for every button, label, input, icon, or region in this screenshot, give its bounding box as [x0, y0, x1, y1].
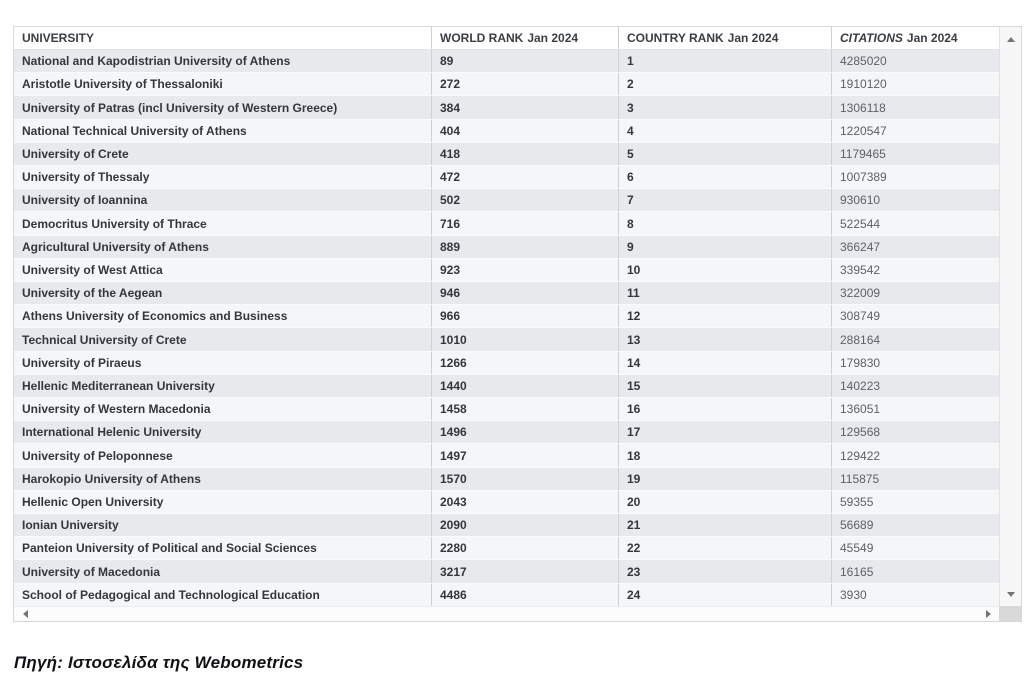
- table-row: [14, 120, 999, 143]
- cell-world-rank: 1570: [431, 468, 618, 490]
- table-row: [14, 560, 999, 583]
- cell-university: University of Ioannina: [22, 193, 148, 208]
- table-row: [14, 50, 999, 73]
- cell-university: University of Thessaly: [22, 170, 150, 185]
- cell-citations: 115875: [831, 468, 999, 490]
- cell-country-rank: 10: [618, 259, 831, 281]
- cell-country-rank: 5: [618, 143, 831, 165]
- cell-university: University of Macedonia: [22, 564, 161, 579]
- scroll-right-icon: [986, 610, 991, 618]
- cell-university: School of Pedagogical and Technological Education: [22, 587, 320, 602]
- cell-world-rank: 3217: [431, 560, 618, 582]
- table-row: [14, 537, 999, 560]
- cell-citations: 3930: [831, 584, 999, 606]
- cell-citations: 4285020: [831, 50, 999, 72]
- horizontal-scrollbar[interactable]: [14, 606, 999, 621]
- cell-world-rank: 2280: [431, 537, 618, 559]
- cell-world-rank: 1497: [431, 444, 618, 466]
- table-row: [14, 259, 999, 282]
- table-row: [14, 96, 999, 119]
- cell-citations: 56689: [831, 514, 999, 536]
- table-row: [14, 584, 999, 606]
- table-row: [14, 305, 999, 328]
- cell-university: Democritus University of Thrace: [22, 216, 207, 231]
- cell-university: National Technical University of Athens: [22, 123, 247, 138]
- table-row: [14, 328, 999, 351]
- cell-world-rank: 4486: [431, 584, 618, 606]
- cell-university: National and Kapodistrian University of Athens: [22, 54, 291, 69]
- cell-citations: 45549: [831, 537, 999, 559]
- cell-university: Aristotle University of Thessaloniki: [22, 77, 223, 92]
- cell-citations: 288164: [831, 328, 999, 350]
- cell-country-rank: 2: [618, 73, 831, 95]
- cell-country-rank: 19: [618, 468, 831, 490]
- cell-citations: 16165: [831, 560, 999, 582]
- table-row: [14, 166, 999, 189]
- column-header-world-rank: [431, 27, 618, 49]
- cell-country-rank: 11: [618, 282, 831, 304]
- cell-citations: 1306118: [831, 96, 999, 118]
- cell-country-rank: 7: [618, 189, 831, 211]
- cell-world-rank: 716: [431, 212, 618, 234]
- cell-university: University of the Aegean: [22, 286, 163, 301]
- cell-country-rank: 4: [618, 120, 831, 142]
- cell-country-rank: 8: [618, 212, 831, 234]
- cell-country-rank: 21: [618, 514, 831, 536]
- column-header-country-rank: [618, 27, 831, 49]
- cell-citations: 129568: [831, 421, 999, 443]
- table-row: [14, 375, 999, 398]
- cell-university: Hellenic Mediterranean University: [22, 378, 215, 393]
- cell-world-rank: 889: [431, 236, 618, 258]
- table-row: [14, 398, 999, 421]
- cell-country-rank: 6: [618, 166, 831, 188]
- table-content: [14, 27, 999, 606]
- cell-world-rank: 923: [431, 259, 618, 281]
- cell-citations: 322009: [831, 282, 999, 304]
- cell-world-rank: 472: [431, 166, 618, 188]
- cell-citations: 930610: [831, 189, 999, 211]
- vertical-scrollbar[interactable]: [999, 27, 1021, 606]
- cell-citations: 136051: [831, 398, 999, 420]
- cell-world-rank: 1496: [431, 421, 618, 443]
- cell-university: Harokopio University of Athens: [22, 471, 201, 486]
- scrollbar-corner: [999, 606, 1021, 621]
- cell-citations: 140223: [831, 375, 999, 397]
- cell-university: Hellenic Open University: [22, 494, 164, 509]
- cell-country-rank: 15: [618, 375, 831, 397]
- table-row: [14, 491, 999, 514]
- column-header-label: UNIVERSITY: [22, 31, 95, 45]
- table-row: [14, 143, 999, 166]
- column-header-period: Jan 2024: [527, 31, 579, 45]
- table-row: [14, 189, 999, 212]
- cell-university: Panteion University of Political and Social Sciences: [22, 541, 317, 556]
- cell-country-rank: 16: [618, 398, 831, 420]
- scroll-down-button[interactable]: [1000, 586, 1021, 602]
- scroll-down-icon: [1007, 592, 1015, 597]
- cell-country-rank: 17: [618, 421, 831, 443]
- column-header-period: Jan 2024: [727, 31, 779, 45]
- cell-country-rank: 9: [618, 236, 831, 258]
- table-row: [14, 212, 999, 235]
- table-row: [14, 468, 999, 491]
- scroll-left-button[interactable]: [17, 607, 33, 621]
- cell-university: Technical University of Crete: [22, 332, 187, 347]
- cell-citations: 1179465: [831, 143, 999, 165]
- cell-world-rank: 89: [431, 50, 618, 72]
- cell-university: International Helenic University: [22, 425, 202, 440]
- cell-world-rank: 966: [431, 305, 618, 327]
- source-note: Πηγή: Ιστοσελίδα της Webometrics: [14, 653, 304, 672]
- cell-citations: 1007389: [831, 166, 999, 188]
- cell-citations: 339542: [831, 259, 999, 281]
- cell-country-rank: 13: [618, 328, 831, 350]
- cell-world-rank: 1010: [431, 328, 618, 350]
- rankings-table: [13, 26, 1022, 622]
- scroll-up-icon: [1007, 37, 1015, 42]
- cell-world-rank: 1266: [431, 352, 618, 374]
- column-header-period: Jan 2024: [906, 31, 958, 45]
- cell-university: Athens University of Economics and Business: [22, 309, 288, 324]
- scroll-up-button[interactable]: [1000, 31, 1021, 47]
- column-header-citations: [831, 27, 999, 49]
- cell-world-rank: 1458: [431, 398, 618, 420]
- cell-university: Ionian University: [22, 518, 119, 533]
- cell-citations: 59355: [831, 491, 999, 513]
- cell-citations: 129422: [831, 444, 999, 466]
- table-row: [14, 282, 999, 305]
- cell-country-rank: 18: [618, 444, 831, 466]
- column-header-university: [14, 27, 431, 49]
- scroll-right-button[interactable]: [980, 607, 996, 621]
- cell-citations: 522544: [831, 212, 999, 234]
- cell-world-rank: 2043: [431, 491, 618, 513]
- cell-world-rank: 2090: [431, 514, 618, 536]
- cell-country-rank: 3: [618, 96, 831, 118]
- cell-world-rank: 502: [431, 189, 618, 211]
- cell-country-rank: 22: [618, 537, 831, 559]
- column-header-label: WORLD RANK: [440, 31, 524, 45]
- cell-country-rank: 1: [618, 50, 831, 72]
- cell-country-rank: 12: [618, 305, 831, 327]
- cell-university: University of Western Macedonia: [22, 402, 211, 417]
- cell-world-rank: 418: [431, 143, 618, 165]
- cell-country-rank: 24: [618, 584, 831, 606]
- table-row: [14, 236, 999, 259]
- cell-world-rank: 946: [431, 282, 618, 304]
- cell-citations: 308749: [831, 305, 999, 327]
- cell-world-rank: 404: [431, 120, 618, 142]
- cell-university: University of Patras (incl University of Western Greece): [22, 100, 338, 115]
- column-header-label: COUNTRY RANK: [627, 31, 724, 45]
- cell-citations: 1220547: [831, 120, 999, 142]
- cell-citations: 366247: [831, 236, 999, 258]
- cell-university: University of Peloponnese: [22, 448, 173, 463]
- table-row: [14, 514, 999, 537]
- cell-world-rank: 272: [431, 73, 618, 95]
- cell-university: University of West Attica: [22, 262, 163, 277]
- cell-citations: 179830: [831, 352, 999, 374]
- cell-world-rank: 384: [431, 96, 618, 118]
- cell-country-rank: 20: [618, 491, 831, 513]
- cell-university: University of Crete: [22, 146, 129, 161]
- scroll-left-icon: [23, 610, 28, 618]
- cell-country-rank: 14: [618, 352, 831, 374]
- cell-university: Agricultural University of Athens: [22, 239, 209, 254]
- cell-university: University of Piraeus: [22, 355, 142, 370]
- column-header-label: CITATIONS: [840, 31, 903, 45]
- table-row: [14, 421, 999, 444]
- cell-citations: 1910120: [831, 73, 999, 95]
- header-row: [14, 27, 999, 50]
- cell-world-rank: 1440: [431, 375, 618, 397]
- table-row: [14, 73, 999, 96]
- table-row: [14, 352, 999, 375]
- cell-country-rank: 23: [618, 560, 831, 582]
- table-row: [14, 444, 999, 467]
